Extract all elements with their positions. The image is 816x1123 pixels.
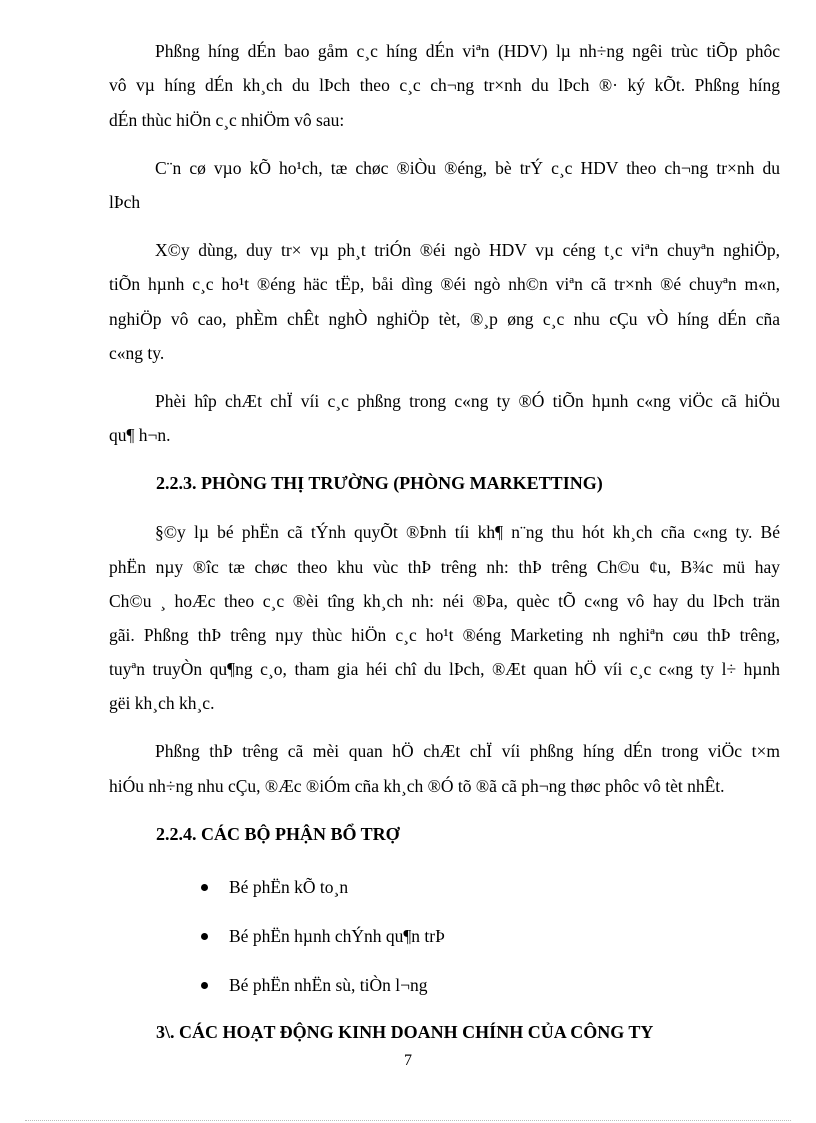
paragraph-line: c«ng ty. [109,343,165,363]
paragraph-line: tuyªn truyÒn qu¶ng c¸o, tham gia héi chî du lÞch, ®Æt quan hÖ víi c¸c c«ng ty l÷ hµnh [109,659,780,679]
list-item-label: Bé phËn nhËn sù, tiÒn l¬ng [229,975,428,995]
paragraph-line: qu¶ h¬n. [109,425,171,445]
paragraph-line: gãi. Phßng thÞ trêng nµy thùc hiÖn c¸c ho¹t ®éng Marketing nh nghiªn cøu thÞ trêng, [109,625,780,645]
section-heading: 2.2.3. PHÒNG THỊ TRƯỜNG (PHÒNG MARKETTING) [156,473,603,493]
page-number: 7 [404,1052,412,1069]
section-heading: 3\. CÁC HOẠT ĐỘNG KINH DOANH CHÍNH CỦA CÔNG TY [156,1022,654,1042]
paragraph-line: Phèi hîp chÆt chÏ víi c¸c phßng trong c«ng ty ®Ó tiÕn hµnh c«ng viÖc cã hiÖu [155,391,780,411]
paragraph-line: nghiÖp vô cao, phÈm chÊt nghÒ nghiÖp tèt, ®¸p øng c¸c nhu cÇu vÒ híng dÉn cña [109,309,780,329]
bullet-icon [201,884,208,891]
paragraph-line: tiÕn hµnh c¸c ho¹t ®éng häc tËp, båi dìng ®éi ngò nh©n viªn cã tr×nh ®é chuyªn m«n, [109,274,780,294]
list-item-label: Bé phËn hµnh chÝnh qu¶n trÞ [229,926,445,946]
paragraph-line: vô vµ híng dÉn kh¸ch du lÞch theo c¸c ch¬ng tr×nh du lÞch ®· ký kÕt. Phßng híng [109,75,780,95]
section-heading: 2.2.4. CÁC BỘ PHẬN BỔ TRỢ [156,824,400,844]
paragraph-line: phËn nµy ®îc tæ chøc theo khu vùc thÞ trêng nh: thÞ trêng Ch©u ¢u, B¾c mü hay [109,557,780,577]
bullet-icon [201,933,208,940]
paragraph-line: Ch©u ¸ hoÆc theo c¸c ®èi tîng kh¸ch nh: néi ®Þa, quèc tÕ c«ng vô hay du lÞch trän [109,591,780,611]
list-item-label: Bé phËn kÕ to¸n [229,877,349,897]
page-bottom-divider [25,1120,791,1121]
bullet-icon [201,982,208,989]
paragraph-line: dÉn thùc hiÖn c¸c nhiÖm vô sau: [109,110,345,130]
paragraph-line: gëi kh¸ch kh¸c. [109,693,215,713]
paragraph-line: hiÓu nh÷ng nhu cÇu, ®Æc ®iÓm cña kh¸ch ®Ó tõ ®ã cã ph¬ng thøc phôc vô tèt nhÊt. [109,776,725,796]
paragraph-line: C¨n cø vµo kÕ ho¹ch, tæ chøc ®iÒu ®éng, bè trÝ c¸c HDV theo ch¬ng tr×nh du [155,158,780,178]
paragraph-line: X©y dùng, duy tr× vµ ph¸t triÓn ®éi ngò HDV vµ céng t¸c viªn chuyªn nghiÖp, [155,240,780,260]
paragraph-line: lÞch [109,192,141,212]
paragraph-line: Phßng híng dÉn bao gåm c¸c híng dÉn viªn (HDV) lµ nh÷ng ngêi trùc tiÕp phôc [155,41,780,61]
paragraph-line: §©y lµ bé phËn cã tÝnh quyÕt ®Þnh tíi kh¶ n¨ng thu hót kh¸ch cña c«ng ty. Bé [155,522,780,542]
paragraph-line: Phßng thÞ trêng cã mèi quan hÖ chÆt chÏ víi phßng híng dÉn trong viÖc t×m [155,741,780,761]
